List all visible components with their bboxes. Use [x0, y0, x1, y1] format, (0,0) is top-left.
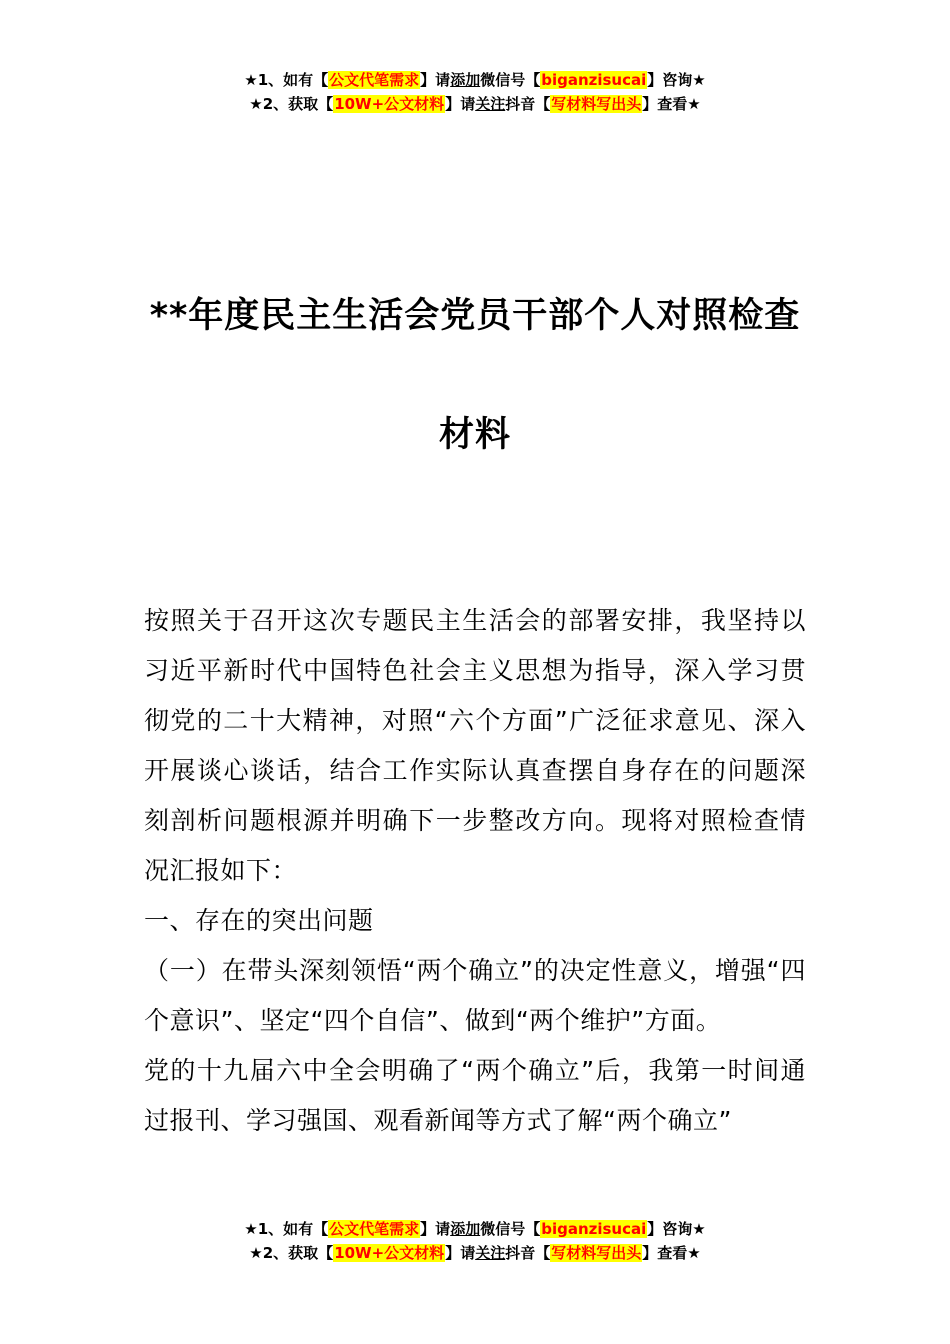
subsection-heading: （一）在带头深刻领悟“两个确立”的决定性意义，增强“四个意识”、坚定“四个自信”、做到“两个维护”方面。 — [144, 956, 806, 1035]
body-paragraph: 党的十九届六中全会明确了“两个确立”后，我第一时间通过报刊、学习强国、观看新闻等方式了解“两个确立” — [144, 1056, 806, 1135]
banner-line-2 — [0, 92, 950, 116]
banner-text: 微信号【 — [480, 1220, 541, 1238]
underlined-text: 关注 — [475, 1244, 506, 1262]
banner-text: 】咨询★ — [647, 71, 706, 89]
highlight-wechat-id: biganzisucai — [541, 1220, 647, 1238]
document-title-continued: 材料 — [438, 415, 511, 455]
banner-text: ★2、获取【 — [249, 1244, 334, 1262]
highlight-materials: 10W+公文材料 — [334, 95, 445, 113]
banner-text: 】查看★ — [642, 95, 701, 113]
banner-text: 】咨询★ — [647, 1220, 706, 1238]
intro-paragraph: 按照关于召开这次专题民主生活会的部署安排，我坚持以习近平新时代中国特色社会主义思想为指导，深入学习贯彻党的二十大精神，对照“六个方面”广泛征求意见、深入开展谈心谈话，结合工作实际认真查摆自身存在的问题深刻剖析问题根源并明确下一步整改方向。现将对照检查情况汇报如下： — [144, 606, 806, 885]
banner-text: ★1、如有【 — [244, 1220, 329, 1238]
underlined-text: 添加 — [450, 71, 481, 89]
banner-text: 抖音【 — [505, 95, 551, 113]
banner-text: 】请 — [420, 1220, 451, 1238]
footer-banner — [0, 1217, 950, 1265]
highlight-douyin-account: 写材料写出头 — [551, 1244, 642, 1262]
header-banner — [0, 68, 950, 116]
banner-line-1 — [0, 1217, 950, 1241]
banner-text: 抖音【 — [505, 1244, 551, 1262]
highlight-douyin-account: 写材料写出头 — [551, 95, 642, 113]
document-title: **年度民主生活会党员干部个人对照检查 — [149, 296, 801, 336]
highlight-service: 公文代笔需求 — [329, 1220, 420, 1238]
banner-text: ★2、获取【 — [249, 95, 334, 113]
section-heading: 一、存在的突出问题 — [144, 906, 374, 935]
banner-text: ★1、如有【 — [244, 71, 329, 89]
document-body — [144, 596, 806, 1146]
banner-text: 】请 — [445, 95, 476, 113]
banner-text: 微信号【 — [480, 71, 541, 89]
banner-text: 】请 — [420, 71, 451, 89]
banner-text: 】请 — [445, 1244, 476, 1262]
highlight-service: 公文代笔需求 — [329, 71, 420, 89]
highlight-wechat-id: biganzisucai — [541, 71, 647, 89]
banner-text: 】查看★ — [642, 1244, 701, 1262]
underlined-text: 关注 — [475, 95, 506, 113]
underlined-text: 添加 — [450, 1220, 481, 1238]
banner-line-1 — [0, 68, 950, 92]
banner-line-2 — [0, 1241, 950, 1265]
highlight-materials: 10W+公文材料 — [334, 1244, 445, 1262]
